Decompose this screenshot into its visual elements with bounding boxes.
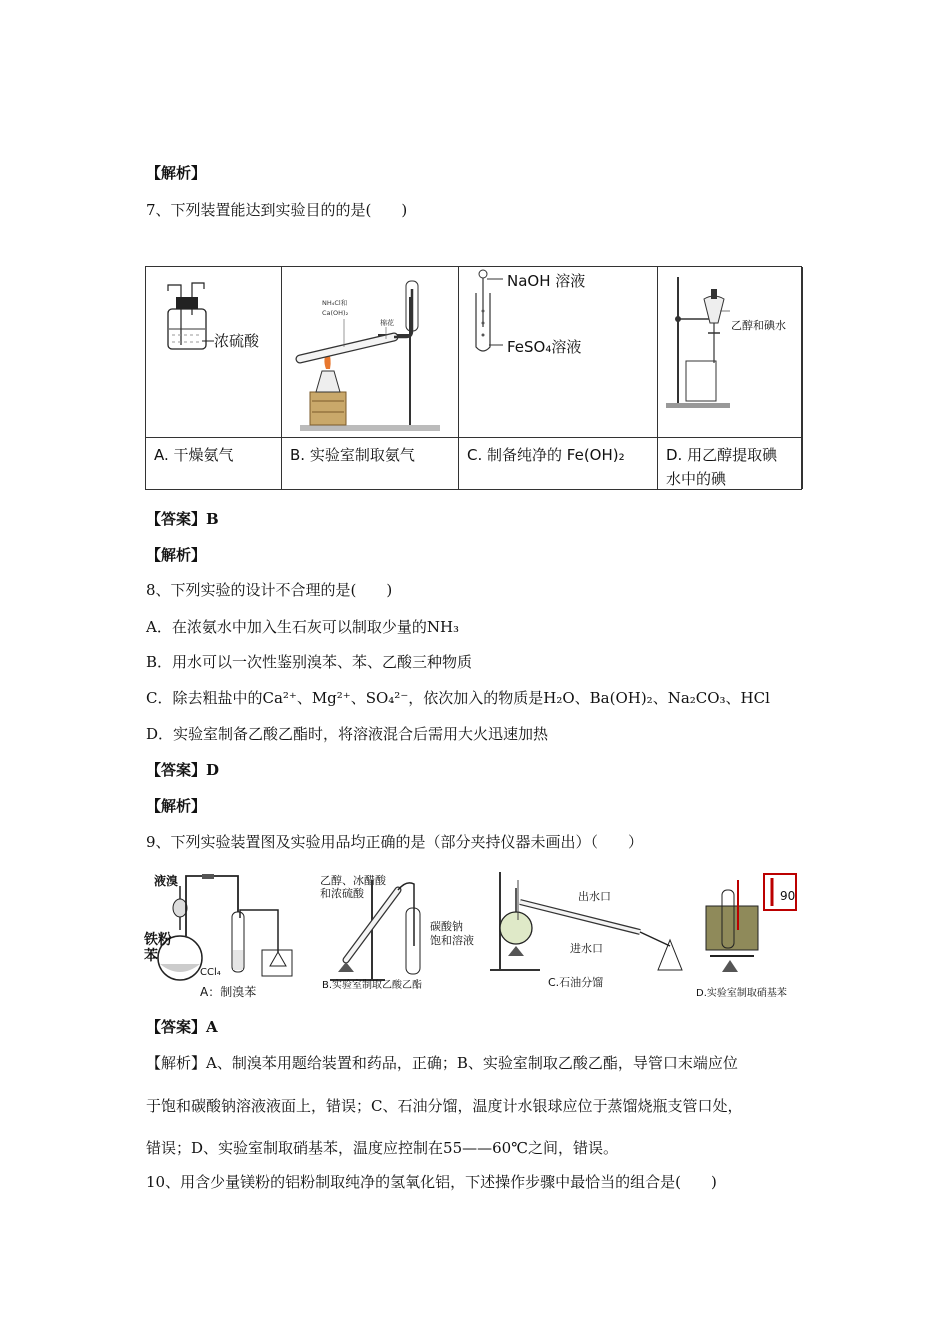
table-row-divider — [146, 437, 801, 438]
question-7-stem: 7、下列装置能达到实验目的的是( ) — [146, 201, 408, 219]
option-b-cell — [282, 267, 459, 489]
label-sodium-carbonate: 碳酸钠 — [430, 920, 463, 933]
option-a-caption: A. 干燥氨气 — [154, 446, 234, 464]
gas-washing-bottle-figure — [146, 267, 282, 437]
question-9-stem: 9、下列实验装置图及实验用品均正确的是（部分夹持仪器未画出）（ ） — [146, 833, 644, 851]
question-8-answer: 【答案】D — [146, 761, 220, 779]
option-d-caption — [666, 443, 796, 491]
caption-figure-a: A：制溴苯 — [200, 985, 257, 999]
option-a-cell — [146, 267, 282, 489]
figure-b-ethyl-acetate — [320, 873, 474, 991]
option-d-caption-line2: 水中的碘 — [666, 470, 727, 488]
acid-label: 浓硫酸 — [214, 332, 260, 350]
caption-figure-c: C.石油分馏 — [548, 976, 604, 989]
question-10-stem: 10、用含少量镁粉的铝粉制取纯净的氢氧化铝，下述操作步骤中最恰当的组合是( ) — [146, 1173, 717, 1191]
option-d-cell — [658, 267, 803, 489]
question-8-option-a: A．在浓氨水中加入生石灰可以制取少量的NH₃ — [146, 618, 460, 636]
label-reagents-b1: 乙醇、冰醋酸 — [320, 874, 386, 887]
question-7-analysis: 【解析】 — [146, 546, 207, 564]
label-benzene: 苯 — [144, 948, 158, 964]
question-9-analysis-line3: 错误；D、实验室制取硝基苯，温度应控制在55——60℃之间，错误。 — [146, 1139, 618, 1157]
label-reagents-b2: 和浓硫酸 — [320, 887, 364, 900]
label-iron-powder: 铁粉 — [144, 932, 172, 948]
question-8-stem: 8、下列实验的设计不合理的是( ) — [146, 581, 393, 599]
label-saturated-solution: 饱和溶液 — [430, 934, 474, 947]
ammonia-preparation-figure — [282, 267, 459, 437]
label-water-outlet: 出水口 — [578, 890, 611, 903]
reagent-label-1: NH₄Cl和 — [322, 299, 348, 307]
question-8-option-b: B．用水可以一次性鉴别溴苯、苯、乙酸三种物质 — [146, 653, 473, 671]
separatory-funnel-figure — [658, 267, 803, 437]
reagent-label-2: Ca(OH)₂ — [322, 309, 349, 317]
figure-c-fractional-distillation — [490, 872, 682, 989]
test-tube-figure — [459, 267, 658, 437]
figure-a-bromobenzene — [143, 873, 292, 999]
caption-figure-b: B.实验室制取乙酸乙酯 — [322, 980, 423, 991]
figure-d-nitrobenzene — [696, 874, 796, 999]
question-7-answer: 【答案】B — [146, 510, 219, 528]
question-9-apparatus-strip — [140, 860, 840, 1005]
question-9-analysis-line1: 【解析】A、制溴苯用题给装置和药品，正确；B、实验室制取乙酸乙酯，导管口末端应位 — [146, 1054, 738, 1072]
analysis-label: 【解析】 — [146, 164, 207, 182]
question-9-analysis-line2: 于饱和碳酸钠溶液液面上，错误；C、石油分馏，温度计水银球应位于蒸馏烧瓶支管口处， — [146, 1097, 743, 1115]
question-8-analysis: 【解析】 — [146, 797, 207, 815]
question-7-option-table — [145, 266, 802, 490]
question-9-answer: 【答案】A — [146, 1018, 218, 1036]
cotton-label: 棉花 — [380, 319, 394, 327]
caption-figure-d: D.实验室制取硝基苯 — [696, 988, 787, 999]
label-water-inlet: 进水口 — [570, 942, 603, 955]
question-8-option-d: D．实验室制备乙酸乙酯时，将溶液混合后需用大火迅速加热 — [146, 725, 549, 743]
naoh-label: NaOH 溶液 — [507, 272, 586, 290]
label-liquid-bromine: 液溴 — [154, 874, 179, 888]
option-c-cell — [459, 267, 658, 489]
option-b-caption: B. 实验室制取氨气 — [290, 446, 415, 464]
label-ccl4: CCl₄ — [200, 967, 221, 978]
ethanol-iodine-label: 乙醇和碘水 — [731, 319, 786, 332]
option-d-caption-line1: D. 用乙醇提取碘 — [666, 446, 778, 464]
option-c-caption: C. 制备纯净的 Fe(OH)₂ — [467, 446, 625, 464]
question-8-option-c: C．除去粗盐中的Ca²⁺、Mg²⁺、SO₄²⁻，依次加入的物质是H₂O、Ba(OH)₂、Na₂CO₃、HCl — [146, 689, 770, 707]
feso4-label: FeSO₄溶液 — [507, 338, 582, 356]
thermometer-reading: 90 — [780, 889, 796, 903]
